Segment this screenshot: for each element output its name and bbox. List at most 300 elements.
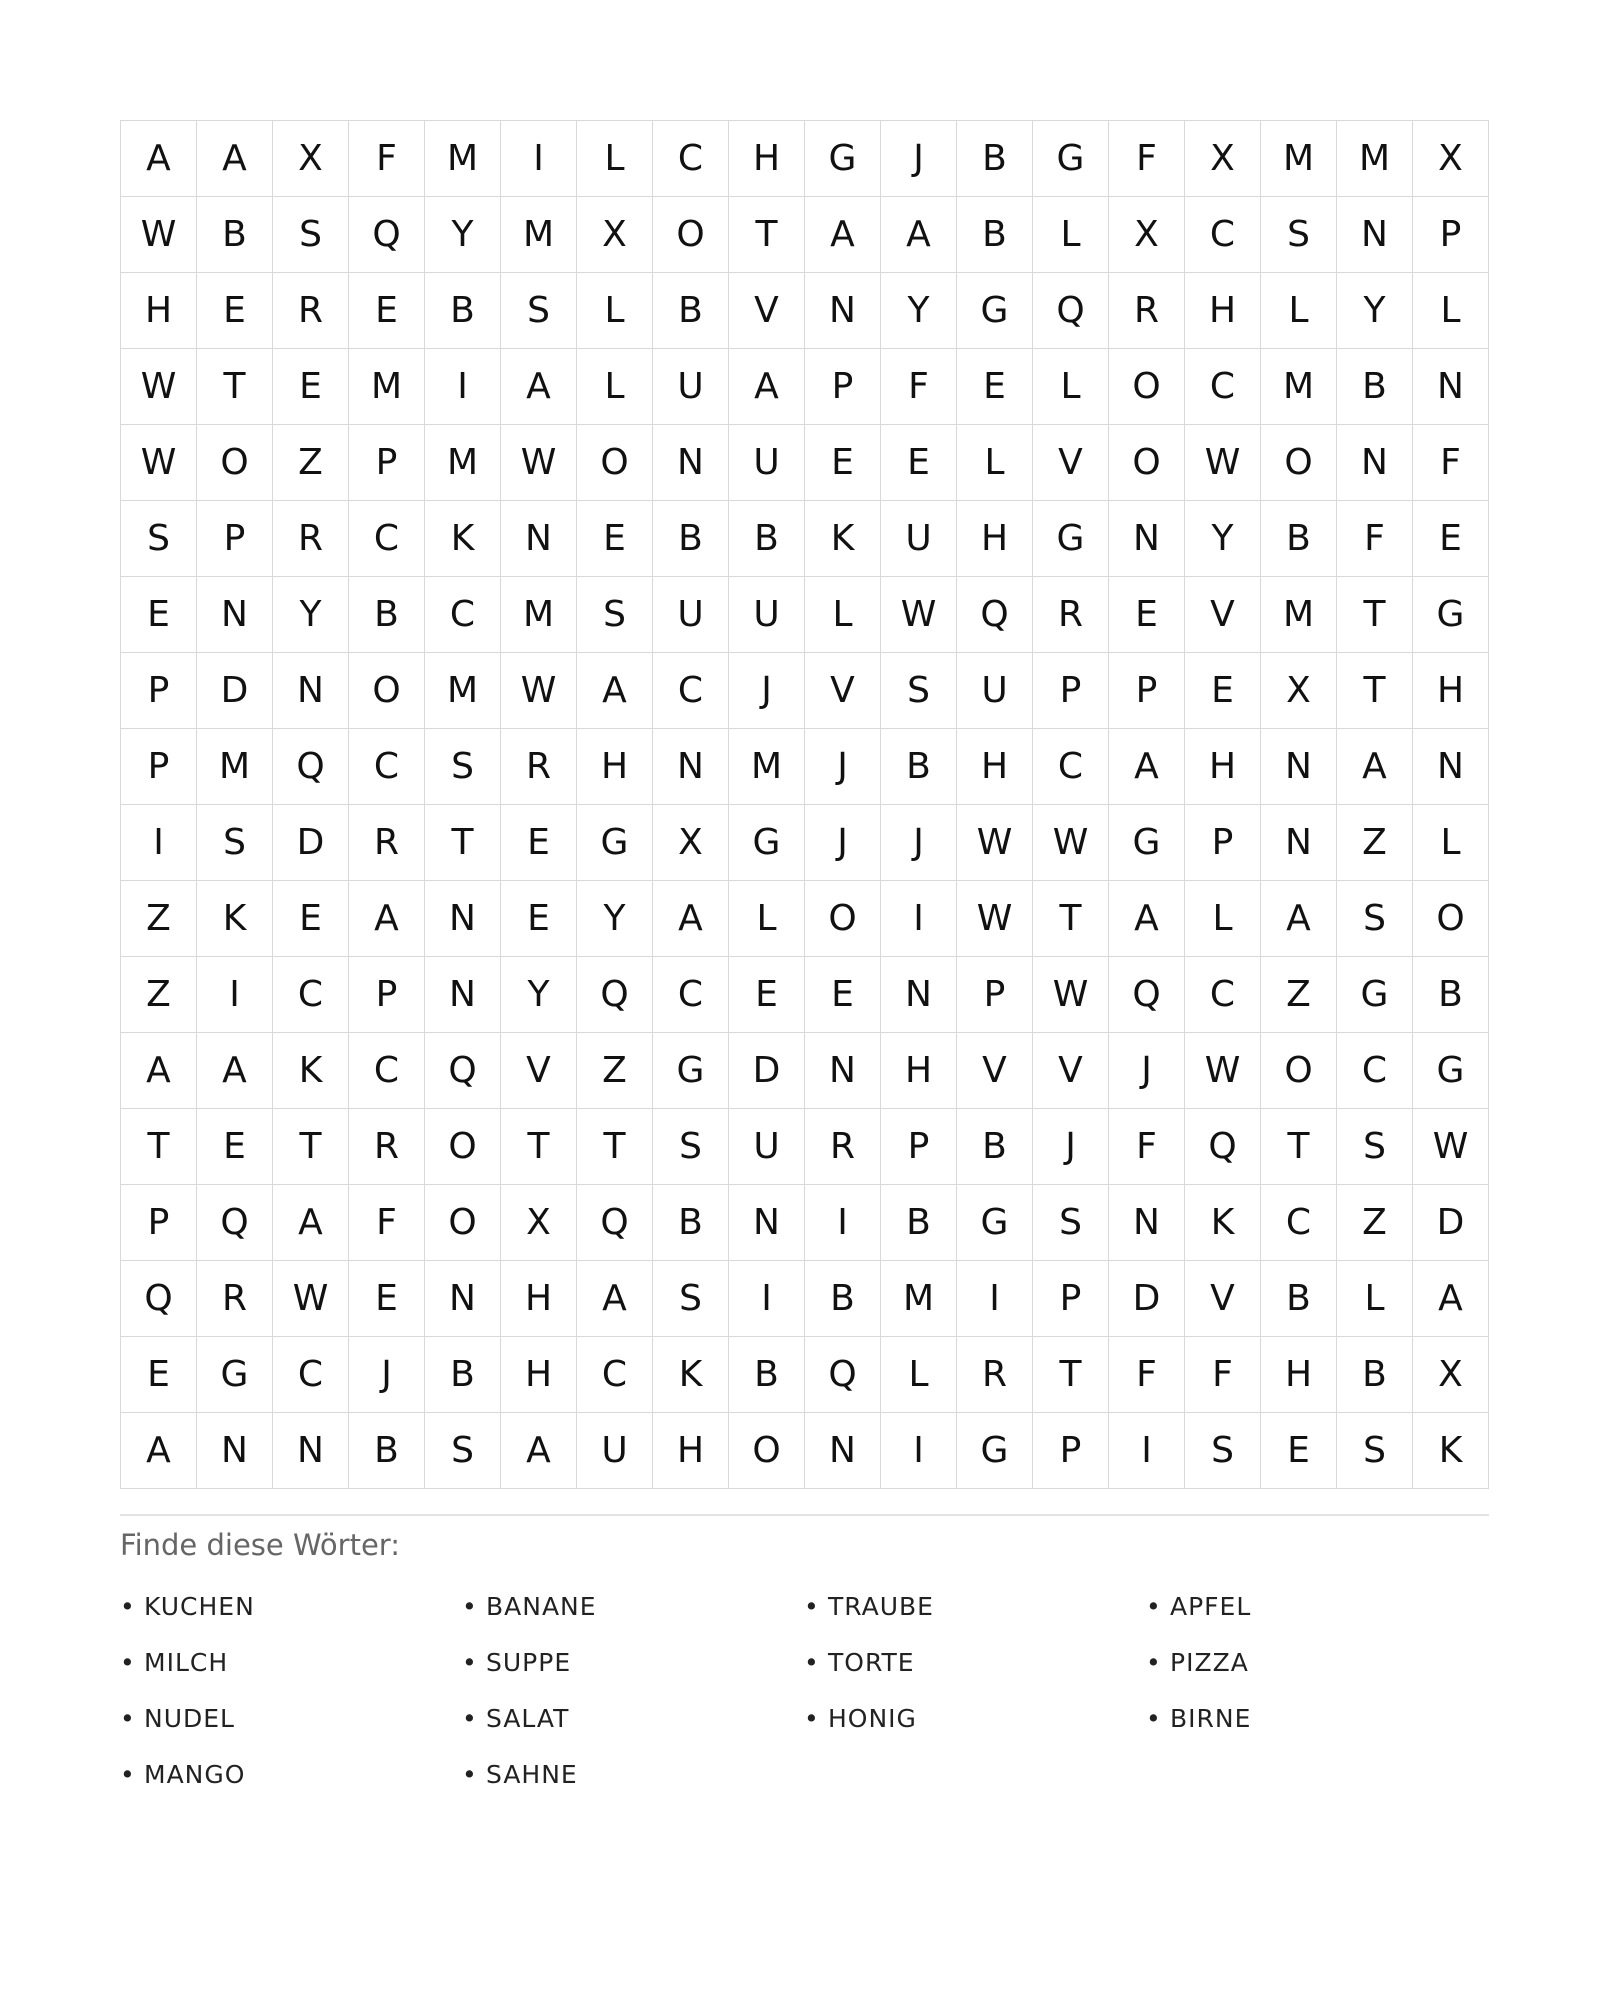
- grid-cell[interactable]: E: [881, 425, 957, 501]
- grid-cell[interactable]: R: [349, 805, 425, 881]
- grid-cell[interactable]: S: [881, 653, 957, 729]
- grid-cell[interactable]: Q: [1109, 957, 1185, 1033]
- grid-cell[interactable]: C: [349, 1033, 425, 1109]
- grid-cell[interactable]: Y: [881, 273, 957, 349]
- grid-cell[interactable]: O: [729, 1413, 805, 1489]
- grid-cell[interactable]: E: [577, 501, 653, 577]
- grid-cell[interactable]: V: [1033, 1033, 1109, 1109]
- grid-cell[interactable]: I: [881, 1413, 957, 1489]
- grid-cell[interactable]: P: [121, 729, 197, 805]
- grid-cell[interactable]: P: [1413, 197, 1489, 273]
- grid-cell[interactable]: O: [425, 1109, 501, 1185]
- grid-cell[interactable]: W: [121, 349, 197, 425]
- grid-cell[interactable]: A: [501, 1413, 577, 1489]
- grid-cell[interactable]: N: [805, 1033, 881, 1109]
- grid-cell[interactable]: H: [957, 729, 1033, 805]
- grid-cell[interactable]: C: [1185, 957, 1261, 1033]
- grid-cell[interactable]: J: [1033, 1109, 1109, 1185]
- grid-cell[interactable]: Q: [577, 957, 653, 1033]
- grid-cell[interactable]: T: [729, 197, 805, 273]
- grid-cell[interactable]: W: [1185, 425, 1261, 501]
- grid-cell[interactable]: A: [273, 1185, 349, 1261]
- grid-cell[interactable]: J: [881, 805, 957, 881]
- grid-cell[interactable]: S: [577, 577, 653, 653]
- grid-cell[interactable]: R: [805, 1109, 881, 1185]
- grid-cell[interactable]: R: [1033, 577, 1109, 653]
- grid-cell[interactable]: W: [957, 881, 1033, 957]
- grid-cell[interactable]: X: [1261, 653, 1337, 729]
- grid-cell[interactable]: H: [1185, 273, 1261, 349]
- grid-cell[interactable]: T: [1261, 1109, 1337, 1185]
- grid-cell[interactable]: J: [349, 1337, 425, 1413]
- grid-cell[interactable]: N: [1261, 729, 1337, 805]
- grid-cell[interactable]: S: [1337, 1413, 1413, 1489]
- grid-cell[interactable]: U: [957, 653, 1033, 729]
- grid-cell[interactable]: S: [1185, 1413, 1261, 1489]
- grid-cell[interactable]: E: [1109, 577, 1185, 653]
- grid-cell[interactable]: W: [501, 653, 577, 729]
- grid-cell[interactable]: I: [197, 957, 273, 1033]
- grid-cell[interactable]: B: [653, 1185, 729, 1261]
- grid-cell[interactable]: K: [653, 1337, 729, 1413]
- grid-cell[interactable]: C: [425, 577, 501, 653]
- grid-cell[interactable]: J: [805, 805, 881, 881]
- grid-cell[interactable]: K: [1413, 1413, 1489, 1489]
- grid-cell[interactable]: T: [1337, 653, 1413, 729]
- grid-cell[interactable]: X: [273, 121, 349, 197]
- grid-cell[interactable]: A: [1337, 729, 1413, 805]
- grid-cell[interactable]: Q: [121, 1261, 197, 1337]
- grid-cell[interactable]: B: [881, 729, 957, 805]
- grid-cell[interactable]: C: [273, 957, 349, 1033]
- grid-cell[interactable]: J: [1109, 1033, 1185, 1109]
- grid-cell[interactable]: Y: [273, 577, 349, 653]
- grid-cell[interactable]: A: [121, 1033, 197, 1109]
- grid-cell[interactable]: J: [881, 121, 957, 197]
- grid-cell[interactable]: C: [577, 1337, 653, 1413]
- grid-cell[interactable]: Q: [805, 1337, 881, 1413]
- grid-cell[interactable]: O: [653, 197, 729, 273]
- grid-cell[interactable]: K: [197, 881, 273, 957]
- grid-cell[interactable]: R: [501, 729, 577, 805]
- grid-cell[interactable]: A: [1109, 881, 1185, 957]
- grid-cell[interactable]: U: [653, 577, 729, 653]
- grid-cell[interactable]: L: [1185, 881, 1261, 957]
- grid-cell[interactable]: T: [577, 1109, 653, 1185]
- grid-cell[interactable]: O: [197, 425, 273, 501]
- grid-cell[interactable]: B: [729, 501, 805, 577]
- grid-cell[interactable]: N: [729, 1185, 805, 1261]
- grid-cell[interactable]: P: [349, 957, 425, 1033]
- grid-cell[interactable]: S: [197, 805, 273, 881]
- grid-cell[interactable]: C: [1033, 729, 1109, 805]
- grid-cell[interactable]: W: [121, 197, 197, 273]
- grid-cell[interactable]: R: [273, 273, 349, 349]
- grid-cell[interactable]: F: [349, 1185, 425, 1261]
- grid-cell[interactable]: N: [1109, 501, 1185, 577]
- grid-cell[interactable]: S: [1033, 1185, 1109, 1261]
- grid-cell[interactable]: F: [1109, 1337, 1185, 1413]
- grid-cell[interactable]: M: [1261, 349, 1337, 425]
- grid-cell[interactable]: R: [349, 1109, 425, 1185]
- grid-cell[interactable]: G: [1033, 501, 1109, 577]
- grid-cell[interactable]: H: [1413, 653, 1489, 729]
- grid-cell[interactable]: A: [653, 881, 729, 957]
- grid-cell[interactable]: T: [121, 1109, 197, 1185]
- grid-cell[interactable]: E: [1261, 1413, 1337, 1489]
- grid-cell[interactable]: E: [273, 881, 349, 957]
- grid-cell[interactable]: L: [729, 881, 805, 957]
- grid-cell[interactable]: E: [349, 273, 425, 349]
- grid-cell[interactable]: A: [349, 881, 425, 957]
- grid-cell[interactable]: S: [1261, 197, 1337, 273]
- grid-cell[interactable]: G: [577, 805, 653, 881]
- grid-cell[interactable]: Q: [273, 729, 349, 805]
- grid-cell[interactable]: C: [653, 653, 729, 729]
- grid-cell[interactable]: E: [805, 425, 881, 501]
- grid-cell[interactable]: N: [1261, 805, 1337, 881]
- grid-cell[interactable]: T: [425, 805, 501, 881]
- grid-cell[interactable]: T: [1033, 1337, 1109, 1413]
- grid-cell[interactable]: B: [425, 273, 501, 349]
- grid-cell[interactable]: B: [1261, 1261, 1337, 1337]
- grid-cell[interactable]: X: [1109, 197, 1185, 273]
- grid-cell[interactable]: N: [273, 1413, 349, 1489]
- grid-cell[interactable]: F: [1109, 1109, 1185, 1185]
- grid-cell[interactable]: S: [653, 1109, 729, 1185]
- grid-cell[interactable]: X: [1185, 121, 1261, 197]
- grid-cell[interactable]: P: [1109, 653, 1185, 729]
- grid-cell[interactable]: B: [425, 1337, 501, 1413]
- grid-cell[interactable]: A: [805, 197, 881, 273]
- grid-cell[interactable]: Q: [425, 1033, 501, 1109]
- grid-cell[interactable]: C: [1261, 1185, 1337, 1261]
- grid-cell[interactable]: V: [501, 1033, 577, 1109]
- grid-cell[interactable]: N: [1413, 729, 1489, 805]
- grid-cell[interactable]: H: [729, 121, 805, 197]
- grid-cell[interactable]: N: [501, 501, 577, 577]
- grid-cell[interactable]: G: [653, 1033, 729, 1109]
- grid-cell[interactable]: G: [1413, 577, 1489, 653]
- grid-cell[interactable]: B: [653, 501, 729, 577]
- grid-cell[interactable]: Q: [349, 197, 425, 273]
- grid-cell[interactable]: X: [1413, 121, 1489, 197]
- grid-cell[interactable]: W: [957, 805, 1033, 881]
- grid-cell[interactable]: V: [805, 653, 881, 729]
- grid-cell[interactable]: W: [1413, 1109, 1489, 1185]
- grid-cell[interactable]: T: [197, 349, 273, 425]
- grid-cell[interactable]: O: [1261, 425, 1337, 501]
- grid-cell[interactable]: X: [653, 805, 729, 881]
- grid-cell[interactable]: Y: [1185, 501, 1261, 577]
- grid-cell[interactable]: C: [1185, 349, 1261, 425]
- grid-cell[interactable]: N: [273, 653, 349, 729]
- grid-cell[interactable]: Y: [425, 197, 501, 273]
- grid-cell[interactable]: O: [577, 425, 653, 501]
- grid-cell[interactable]: B: [349, 577, 425, 653]
- grid-cell[interactable]: X: [501, 1185, 577, 1261]
- grid-cell[interactable]: B: [729, 1337, 805, 1413]
- grid-cell[interactable]: S: [425, 729, 501, 805]
- grid-cell[interactable]: B: [957, 1109, 1033, 1185]
- grid-cell[interactable]: A: [577, 1261, 653, 1337]
- grid-cell[interactable]: H: [577, 729, 653, 805]
- grid-cell[interactable]: B: [1413, 957, 1489, 1033]
- grid-cell[interactable]: S: [501, 273, 577, 349]
- grid-cell[interactable]: K: [805, 501, 881, 577]
- grid-cell[interactable]: I: [501, 121, 577, 197]
- grid-cell[interactable]: H: [501, 1337, 577, 1413]
- grid-cell[interactable]: M: [881, 1261, 957, 1337]
- grid-cell[interactable]: P: [121, 1185, 197, 1261]
- grid-cell[interactable]: G: [1337, 957, 1413, 1033]
- grid-cell[interactable]: N: [653, 425, 729, 501]
- grid-cell[interactable]: I: [881, 881, 957, 957]
- grid-cell[interactable]: E: [805, 957, 881, 1033]
- grid-cell[interactable]: A: [197, 121, 273, 197]
- grid-cell[interactable]: S: [425, 1413, 501, 1489]
- grid-cell[interactable]: L: [1413, 273, 1489, 349]
- grid-cell[interactable]: Y: [577, 881, 653, 957]
- grid-cell[interactable]: S: [1337, 1109, 1413, 1185]
- grid-cell[interactable]: L: [577, 273, 653, 349]
- grid-cell[interactable]: V: [957, 1033, 1033, 1109]
- grid-cell[interactable]: L: [1413, 805, 1489, 881]
- grid-cell[interactable]: I: [805, 1185, 881, 1261]
- grid-cell[interactable]: C: [653, 957, 729, 1033]
- grid-cell[interactable]: P: [121, 653, 197, 729]
- grid-cell[interactable]: L: [881, 1337, 957, 1413]
- grid-cell[interactable]: W: [121, 425, 197, 501]
- grid-cell[interactable]: K: [273, 1033, 349, 1109]
- grid-cell[interactable]: K: [425, 501, 501, 577]
- grid-cell[interactable]: A: [121, 1413, 197, 1489]
- grid-cell[interactable]: T: [1337, 577, 1413, 653]
- grid-cell[interactable]: G: [1109, 805, 1185, 881]
- grid-cell[interactable]: W: [1033, 957, 1109, 1033]
- grid-cell[interactable]: P: [197, 501, 273, 577]
- grid-cell[interactable]: M: [425, 653, 501, 729]
- grid-cell[interactable]: W: [1185, 1033, 1261, 1109]
- grid-cell[interactable]: L: [1337, 1261, 1413, 1337]
- grid-cell[interactable]: T: [501, 1109, 577, 1185]
- grid-cell[interactable]: A: [881, 197, 957, 273]
- grid-cell[interactable]: P: [805, 349, 881, 425]
- grid-cell[interactable]: G: [1413, 1033, 1489, 1109]
- grid-cell[interactable]: V: [1033, 425, 1109, 501]
- grid-cell[interactable]: E: [501, 881, 577, 957]
- grid-cell[interactable]: H: [501, 1261, 577, 1337]
- grid-cell[interactable]: N: [197, 1413, 273, 1489]
- grid-cell[interactable]: H: [653, 1413, 729, 1489]
- grid-cell[interactable]: E: [273, 349, 349, 425]
- grid-cell[interactable]: H: [1185, 729, 1261, 805]
- grid-cell[interactable]: N: [1337, 425, 1413, 501]
- grid-cell[interactable]: V: [1185, 1261, 1261, 1337]
- grid-cell[interactable]: B: [653, 273, 729, 349]
- grid-cell[interactable]: B: [1337, 349, 1413, 425]
- grid-cell[interactable]: F: [1109, 121, 1185, 197]
- grid-cell[interactable]: Z: [121, 881, 197, 957]
- grid-cell[interactable]: M: [1261, 577, 1337, 653]
- grid-cell[interactable]: N: [1109, 1185, 1185, 1261]
- grid-cell[interactable]: L: [1033, 349, 1109, 425]
- grid-cell[interactable]: H: [957, 501, 1033, 577]
- grid-cell[interactable]: Z: [1337, 1185, 1413, 1261]
- grid-cell[interactable]: N: [653, 729, 729, 805]
- grid-cell[interactable]: N: [425, 881, 501, 957]
- grid-cell[interactable]: C: [273, 1337, 349, 1413]
- grid-cell[interactable]: B: [349, 1413, 425, 1489]
- grid-cell[interactable]: M: [425, 121, 501, 197]
- grid-cell[interactable]: A: [197, 1033, 273, 1109]
- grid-cell[interactable]: D: [729, 1033, 805, 1109]
- grid-cell[interactable]: O: [349, 653, 425, 729]
- grid-cell[interactable]: M: [729, 729, 805, 805]
- grid-cell[interactable]: U: [729, 577, 805, 653]
- grid-cell[interactable]: L: [1033, 197, 1109, 273]
- grid-cell[interactable]: U: [881, 501, 957, 577]
- grid-cell[interactable]: Q: [197, 1185, 273, 1261]
- grid-cell[interactable]: M: [501, 197, 577, 273]
- grid-cell[interactable]: Q: [1033, 273, 1109, 349]
- grid-cell[interactable]: S: [1337, 881, 1413, 957]
- grid-cell[interactable]: P: [957, 957, 1033, 1033]
- grid-cell[interactable]: L: [957, 425, 1033, 501]
- grid-cell[interactable]: V: [729, 273, 805, 349]
- grid-cell[interactable]: L: [1261, 273, 1337, 349]
- grid-cell[interactable]: U: [577, 1413, 653, 1489]
- grid-cell[interactable]: F: [1185, 1337, 1261, 1413]
- grid-cell[interactable]: C: [349, 729, 425, 805]
- grid-cell[interactable]: R: [1109, 273, 1185, 349]
- grid-cell[interactable]: P: [881, 1109, 957, 1185]
- grid-cell[interactable]: O: [1413, 881, 1489, 957]
- grid-cell[interactable]: U: [729, 425, 805, 501]
- grid-cell[interactable]: Q: [1185, 1109, 1261, 1185]
- grid-cell[interactable]: B: [197, 197, 273, 273]
- grid-cell[interactable]: M: [425, 425, 501, 501]
- grid-cell[interactable]: H: [1261, 1337, 1337, 1413]
- grid-cell[interactable]: Y: [1337, 273, 1413, 349]
- grid-cell[interactable]: I: [1109, 1413, 1185, 1489]
- grid-cell[interactable]: D: [273, 805, 349, 881]
- grid-cell[interactable]: F: [1413, 425, 1489, 501]
- grid-cell[interactable]: N: [1337, 197, 1413, 273]
- grid-cell[interactable]: M: [197, 729, 273, 805]
- grid-cell[interactable]: T: [273, 1109, 349, 1185]
- grid-cell[interactable]: G: [957, 1185, 1033, 1261]
- grid-cell[interactable]: X: [1413, 1337, 1489, 1413]
- grid-cell[interactable]: V: [1185, 577, 1261, 653]
- grid-cell[interactable]: A: [1413, 1261, 1489, 1337]
- grid-cell[interactable]: F: [1337, 501, 1413, 577]
- grid-cell[interactable]: E: [1185, 653, 1261, 729]
- grid-cell[interactable]: S: [653, 1261, 729, 1337]
- grid-cell[interactable]: K: [1185, 1185, 1261, 1261]
- grid-cell[interactable]: T: [1033, 881, 1109, 957]
- grid-cell[interactable]: I: [121, 805, 197, 881]
- grid-cell[interactable]: O: [805, 881, 881, 957]
- grid-cell[interactable]: E: [729, 957, 805, 1033]
- grid-cell[interactable]: H: [881, 1033, 957, 1109]
- grid-cell[interactable]: A: [501, 349, 577, 425]
- grid-cell[interactable]: D: [197, 653, 273, 729]
- grid-cell[interactable]: G: [1033, 121, 1109, 197]
- grid-cell[interactable]: R: [957, 1337, 1033, 1413]
- grid-cell[interactable]: S: [273, 197, 349, 273]
- grid-cell[interactable]: J: [805, 729, 881, 805]
- grid-cell[interactable]: L: [805, 577, 881, 653]
- grid-cell[interactable]: B: [957, 197, 1033, 273]
- grid-cell[interactable]: M: [349, 349, 425, 425]
- grid-cell[interactable]: B: [805, 1261, 881, 1337]
- grid-cell[interactable]: O: [425, 1185, 501, 1261]
- grid-cell[interactable]: U: [653, 349, 729, 425]
- grid-cell[interactable]: A: [1261, 881, 1337, 957]
- grid-cell[interactable]: S: [121, 501, 197, 577]
- grid-cell[interactable]: Z: [1337, 805, 1413, 881]
- grid-cell[interactable]: P: [1185, 805, 1261, 881]
- grid-cell[interactable]: C: [1337, 1033, 1413, 1109]
- grid-cell[interactable]: Y: [501, 957, 577, 1033]
- grid-cell[interactable]: B: [881, 1185, 957, 1261]
- grid-cell[interactable]: Q: [957, 577, 1033, 653]
- grid-cell[interactable]: G: [957, 273, 1033, 349]
- grid-cell[interactable]: P: [1033, 1413, 1109, 1489]
- grid-cell[interactable]: Z: [121, 957, 197, 1033]
- grid-cell[interactable]: A: [121, 121, 197, 197]
- grid-cell[interactable]: G: [197, 1337, 273, 1413]
- grid-cell[interactable]: H: [121, 273, 197, 349]
- grid-cell[interactable]: N: [881, 957, 957, 1033]
- grid-cell[interactable]: A: [1109, 729, 1185, 805]
- grid-cell[interactable]: P: [349, 425, 425, 501]
- grid-cell[interactable]: P: [1033, 653, 1109, 729]
- grid-cell[interactable]: M: [501, 577, 577, 653]
- grid-cell[interactable]: L: [577, 121, 653, 197]
- grid-cell[interactable]: N: [805, 1413, 881, 1489]
- grid-cell[interactable]: N: [425, 957, 501, 1033]
- grid-cell[interactable]: W: [501, 425, 577, 501]
- grid-cell[interactable]: A: [577, 653, 653, 729]
- grid-cell[interactable]: B: [957, 121, 1033, 197]
- grid-cell[interactable]: X: [577, 197, 653, 273]
- grid-cell[interactable]: N: [1413, 349, 1489, 425]
- grid-cell[interactable]: A: [729, 349, 805, 425]
- grid-cell[interactable]: E: [121, 1337, 197, 1413]
- grid-cell[interactable]: E: [197, 273, 273, 349]
- grid-cell[interactable]: I: [425, 349, 501, 425]
- grid-cell[interactable]: E: [957, 349, 1033, 425]
- grid-cell[interactable]: W: [273, 1261, 349, 1337]
- grid-cell[interactable]: Z: [577, 1033, 653, 1109]
- grid-cell[interactable]: J: [729, 653, 805, 729]
- grid-cell[interactable]: D: [1109, 1261, 1185, 1337]
- grid-cell[interactable]: G: [957, 1413, 1033, 1489]
- grid-cell[interactable]: E: [197, 1109, 273, 1185]
- grid-cell[interactable]: I: [729, 1261, 805, 1337]
- grid-cell[interactable]: U: [729, 1109, 805, 1185]
- grid-cell[interactable]: O: [1109, 349, 1185, 425]
- grid-cell[interactable]: N: [805, 273, 881, 349]
- grid-cell[interactable]: E: [501, 805, 577, 881]
- grid-cell[interactable]: O: [1261, 1033, 1337, 1109]
- grid-cell[interactable]: C: [653, 121, 729, 197]
- grid-cell[interactable]: E: [349, 1261, 425, 1337]
- grid-cell[interactable]: M: [1261, 121, 1337, 197]
- grid-cell[interactable]: C: [349, 501, 425, 577]
